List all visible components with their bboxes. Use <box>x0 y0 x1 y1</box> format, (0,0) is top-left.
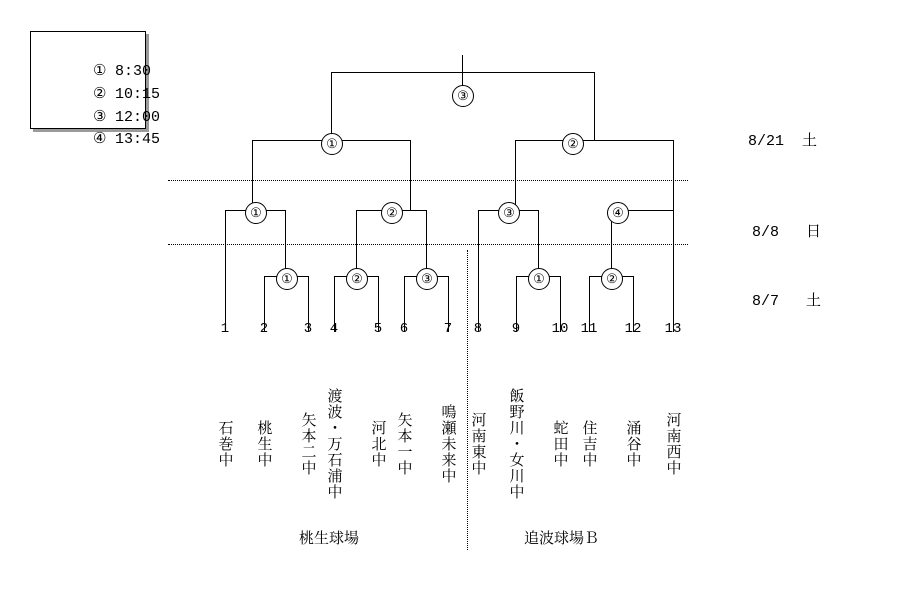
team-seed: 11 <box>580 321 598 337</box>
match-node-qf-1[interactable]: ① <box>245 202 267 224</box>
day-text: 土 <box>802 133 818 150</box>
team-entry[interactable] <box>460 320 496 544</box>
team-entry[interactable] <box>498 320 534 544</box>
match-node-r1-2[interactable]: ② <box>346 268 368 290</box>
match-node-final[interactable]: ③ <box>452 85 474 107</box>
team-seed: 4 <box>329 321 339 337</box>
legend-number: ④ <box>93 131 107 148</box>
team-name: 河北中 <box>369 420 387 468</box>
team-seed: 3 <box>303 321 313 337</box>
team-name: 涌谷中 <box>624 420 642 468</box>
semifinal-right-horizontal <box>515 140 673 141</box>
day-text: 日 <box>806 224 822 241</box>
match-node-qf-3[interactable]: ③ <box>498 202 520 224</box>
legend-time: 10:15 <box>115 86 161 103</box>
match-node-r1-1[interactable]: ① <box>276 268 298 290</box>
match-node-r1-3[interactable]: ③ <box>416 268 438 290</box>
team-seed: 6 <box>399 321 409 337</box>
qf3-drop-right <box>538 210 539 276</box>
qf2-drop-right <box>426 210 427 276</box>
date-label-round1 <box>716 272 821 327</box>
semifinal-left-drop-b <box>410 140 411 210</box>
match-node-qf-4[interactable]: ④ <box>607 202 629 224</box>
qf1-drop-left <box>225 210 226 332</box>
match-node-r1-5[interactable]: ② <box>601 268 623 290</box>
team-seed: 9 <box>511 321 521 337</box>
venue-label-left: 桃生球場 <box>299 530 360 547</box>
team-name: 桃生中 <box>255 420 273 468</box>
legend-time: 13:45 <box>115 131 161 148</box>
qf4-drop-right <box>673 210 674 332</box>
team-name: 蛇田中 <box>551 420 569 468</box>
final-left-drop <box>331 72 332 140</box>
team-name: 石巻中 <box>216 420 234 468</box>
semifinal-right-drop-b <box>673 140 674 210</box>
team-entry[interactable] <box>615 320 651 544</box>
legend-time: 8:30 <box>115 63 152 80</box>
venue-label-right: 追波球場Ｂ <box>524 530 600 547</box>
date-label-semifinal <box>716 203 821 258</box>
legend-time: 12:00 <box>115 109 161 126</box>
legend-row <box>39 104 161 148</box>
team-name: 矢本一中 <box>395 412 413 476</box>
team-entry[interactable] <box>207 320 243 544</box>
qf1-drop-right <box>285 210 286 276</box>
qf2-drop-left <box>356 210 357 276</box>
legend-row <box>39 36 152 80</box>
date-text: 8/8 <box>752 224 780 241</box>
semifinal-right-drop-a <box>515 140 516 210</box>
team-entry[interactable] <box>316 320 352 544</box>
team-entry[interactable] <box>246 320 282 544</box>
round-separator-line <box>168 244 688 245</box>
team-seed: 2 <box>259 321 269 337</box>
match-node-semifinal-2[interactable]: ② <box>562 133 584 155</box>
team-seed: 1 <box>220 321 230 337</box>
team-name: 河南西中 <box>664 412 682 476</box>
date-text: 8/21 <box>748 133 785 150</box>
semifinal-left-drop-a <box>252 140 253 210</box>
date-label-final <box>712 112 817 167</box>
qf3-drop-left <box>478 210 479 332</box>
match-node-semifinal-1[interactable]: ① <box>321 133 343 155</box>
match-node-r1-4[interactable]: ① <box>528 268 550 290</box>
team-seed: 13 <box>664 321 682 337</box>
team-entry[interactable] <box>571 320 607 544</box>
legend-row <box>39 59 161 103</box>
final-right-drop <box>594 72 595 140</box>
team-seed: 7 <box>443 321 453 337</box>
team-entry[interactable] <box>386 320 422 544</box>
team-name: 住吉中 <box>580 420 598 468</box>
match-time-legend <box>30 31 161 148</box>
team-seed: 5 <box>373 321 383 337</box>
legend-number: ② <box>93 86 107 103</box>
team-name: 河南東中 <box>469 412 487 476</box>
legend-number: ① <box>93 63 107 80</box>
match-node-qf-2[interactable]: ② <box>381 202 403 224</box>
legend-number: ③ <box>93 109 107 126</box>
team-seed: 8 <box>473 321 483 337</box>
team-entry[interactable] <box>655 320 691 544</box>
final-horizontal-line <box>331 72 594 73</box>
day-text: 土 <box>806 293 822 310</box>
team-name: 渡波・万石浦中 <box>325 388 343 500</box>
date-text: 8/7 <box>752 293 780 310</box>
team-seed: 12 <box>624 321 642 337</box>
team-name: 飯野川・女川中 <box>507 388 525 500</box>
team-seed: 10 <box>551 321 569 337</box>
team-name: 鳴瀬未来中 <box>439 404 457 484</box>
legend-row <box>39 82 161 126</box>
team-name: 矢本二中 <box>299 412 317 476</box>
round-separator-line <box>168 180 688 181</box>
